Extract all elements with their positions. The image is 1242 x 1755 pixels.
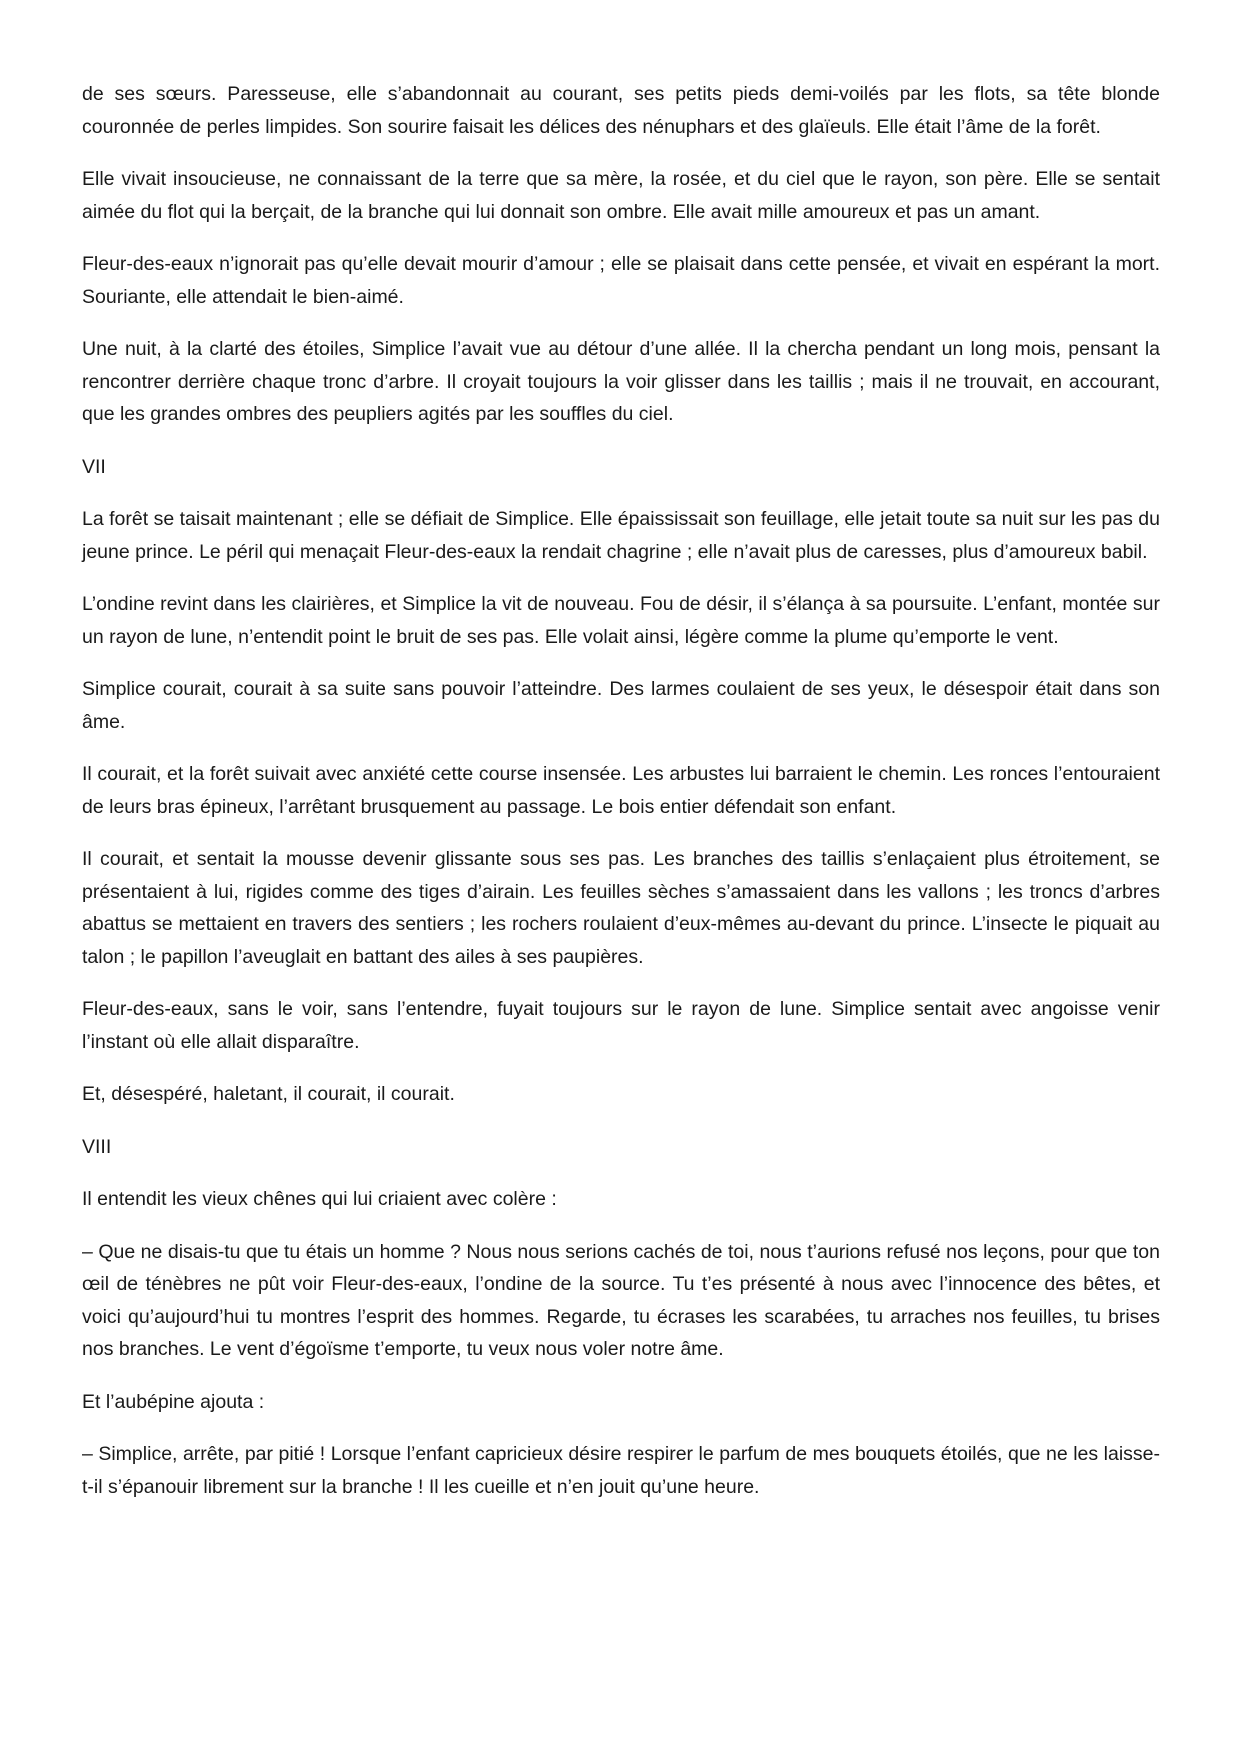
paragraph: Et, désespéré, haletant, il courait, il courait.: [82, 1083, 455, 1105]
paragraph: Fleur-des-eaux n’ignorait pas qu’elle devait mourir d’amour ; elle se plaisait dans cette pensée, et vivait en espérant la mort. Souriante, elle attendait le bien-aimé.: [82, 253, 1160, 308]
chapter-heading: VIII: [82, 1135, 112, 1158]
paragraph: L’ondine revint dans les clairières, et Simplice la vit de nouveau. Fou de désir, il s’élança à sa poursuite. L’enfant, montée sur un rayon de lune, n’entendit point le bruit de ses pas. Elle volait ainsi, légère comme la plume qu’emporte le vent.: [82, 593, 1160, 648]
paragraph: Il courait, et la forêt suivait avec anxiété cette course insensée. Les arbustes lui barraient le chemin. Les ronces l’entouraient de leurs bras épineux, l’arrêtant brusquement au passage. Le bois entier défendait son enfant.: [82, 763, 1160, 818]
paragraph: Simplice courait, courait à sa suite sans pouvoir l’atteindre. Des larmes coulaient de ses yeux, le désespoir était dans son âme.: [82, 678, 1160, 733]
document-page: [82, 78, 1160, 1523]
paragraph: Il entendit les vieux chênes qui lui criaient avec colère :: [82, 1188, 557, 1210]
paragraph: La forêt se taisait maintenant ; elle se défiait de Simplice. Elle épaississait son feuillage, elle jetait toute sa nuit sur les pas du jeune prince. Le péril qui menaçait Fleur-des-eaux la rendait chagrine ; elle n’avait plus de caresses, plus d’amoureux babil.: [82, 508, 1160, 563]
paragraph: Fleur-des-eaux, sans le voir, sans l’entendre, fuyait toujours sur le rayon de lune. Simplice sentait avec angoisse venir l’instant où elle allait disparaître.: [82, 998, 1160, 1053]
paragraph: Et l’aubépine ajouta :: [82, 1390, 265, 1413]
paragraph: Elle vivait insoucieuse, ne connaissant de la terre que sa mère, la rosée, et du ciel que le rayon, son père. Elle se sentait aimée du flot qui la berçait, de la branche qui lui donnait son ombre. Elle avait mille amoureux et pas un amant.: [82, 168, 1160, 223]
chapter-heading: VII: [82, 455, 106, 478]
paragraph: de ses sœurs. Paresseuse, elle s’abandonnait au courant, ses petits pieds demi-voilés par les flots, sa tête blonde couronnée de perles limpides. Son sourire faisait les délices des nénuphars et des glaïeuls. Elle était l’âme de la forêt.: [82, 83, 1160, 138]
paragraph: Il courait, et sentait la mousse devenir glissante sous ses pas. Les branches des taillis s’enlaçaient plus étroitement, se présentaient à lui, rigides comme des tiges d’airain. Les feuilles sèches s’amassaient dans les vallons ; les troncs d’arbres abattus se mettaient en travers des sentiers ; les rochers roulaient d’eux-mêmes au-devant du prince. L’insecte le piquait au talon ; le papillon l’aveuglait en battant des ailes à ses paupières.: [82, 848, 1160, 968]
paragraph: – Que ne disais-tu que tu étais un homme ? Nous nous serions cachés de toi, nous t’aurions refusé nos leçons, pour que ton œil de ténèbres ne pût voir Fleur-des-eaux, l’ondine de la source. Tu t’es présenté à nous avec l’innocence des bêtes, et voici qu’aujourd’hui tu montres l’esprit des hommes. Regarde, tu écrases les scarabées, tu arraches nos feuilles, tu brises nos branches. Le vent d’égoïsme t’emporte, tu veux nous voler notre âme.: [82, 1240, 1160, 1360]
paragraph: – Simplice, arrête, par pitié ! Lorsque l’enfant capricieux désire respirer le parfum de mes bouquets étoilés, que ne les laisse-t-il s’épanouir librement sur la branche ! Il les cueille et n’en jouit qu’une heure.: [82, 1443, 1160, 1498]
paragraph: Une nuit, à la clarté des étoiles, Simplice l’avait vue au détour d’une allée. Il la chercha pendant un long mois, pensant la rencontrer derrière chaque tronc d’arbre. Il croyait toujours la voir glisser dans les taillis ; mais il ne trouvait, en accourant, que les grandes ombres des peupliers agités par les souffles du ciel.: [82, 338, 1160, 425]
